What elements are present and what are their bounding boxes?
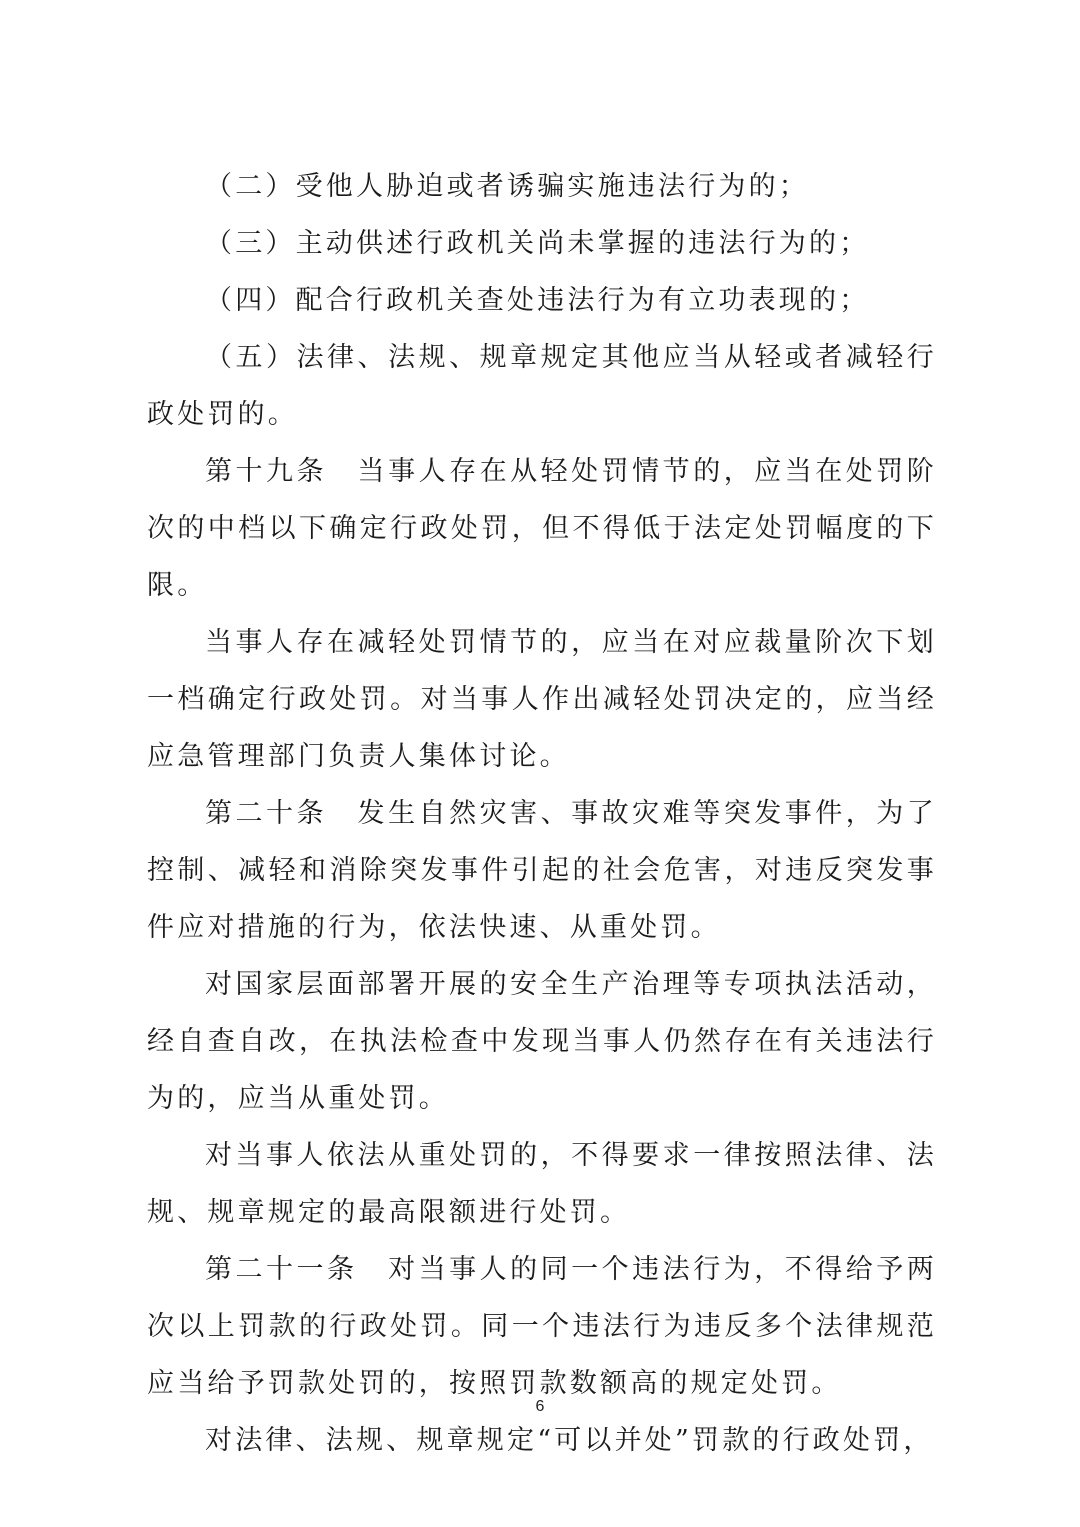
paragraph-item-3: （三）主动供述行政机关尚未掌握的违法行为的； — [205, 228, 870, 259]
paragraph-item-5: （五）法律、法规、规章规定其他应当从轻或者减轻行政处罚的。 — [147, 342, 937, 430]
page-number: 6 — [535, 1398, 545, 1415]
article-19-para-2: 当事人存在减轻处罚情节的，应当在对应裁量阶次下划一档确定行政处罚。对当事人作出减轻处罚决定的，应当经应急管理部门负责人集体讨论。 — [147, 627, 937, 772]
paragraph-item-4: （四）配合行政机关查处违法行为有立功表现的； — [205, 285, 870, 316]
article-19: 第十九条 当事人存在从轻处罚情节的，应当在处罚阶次的中档以下确定行政处罚，但不得低于法定处罚幅度的下限。 — [147, 456, 937, 601]
article-20: 第二十条 发生自然灾害、事故灾难等突发事件，为了控制、减轻和消除突发事件引起的社会危害，对违反突发事件应对措施的行为，依法快速、从重处罚。 — [147, 798, 937, 943]
article-20-para-3: 对当事人依法从重处罚的，不得要求一律按照法律、法规、规章规定的最高限额进行处罚。 — [147, 1140, 937, 1228]
article-20-para-2: 对国家层面部署开展的安全生产治理等专项执法活动，经自查自改，在执法检查中发现当事人仍然存在有关违法行为的，应当从重处罚。 — [147, 969, 937, 1114]
article-21-para-2: 对法律、法规、规章规定“可以并处”罚款的行政处罚， — [205, 1425, 934, 1456]
article-21: 第二十一条 对当事人的同一个违法行为，不得给予两次以上罚款的行政处罚。同一个违法行为违反多个法律规范应当给予罚款处罚的，按照罚款数额高的规定处罚。 — [147, 1254, 937, 1399]
paragraph-item-2: （二）受他人胁迫或者诱骗实施违法行为的； — [205, 171, 809, 202]
document-body — [147, 158, 937, 1469]
